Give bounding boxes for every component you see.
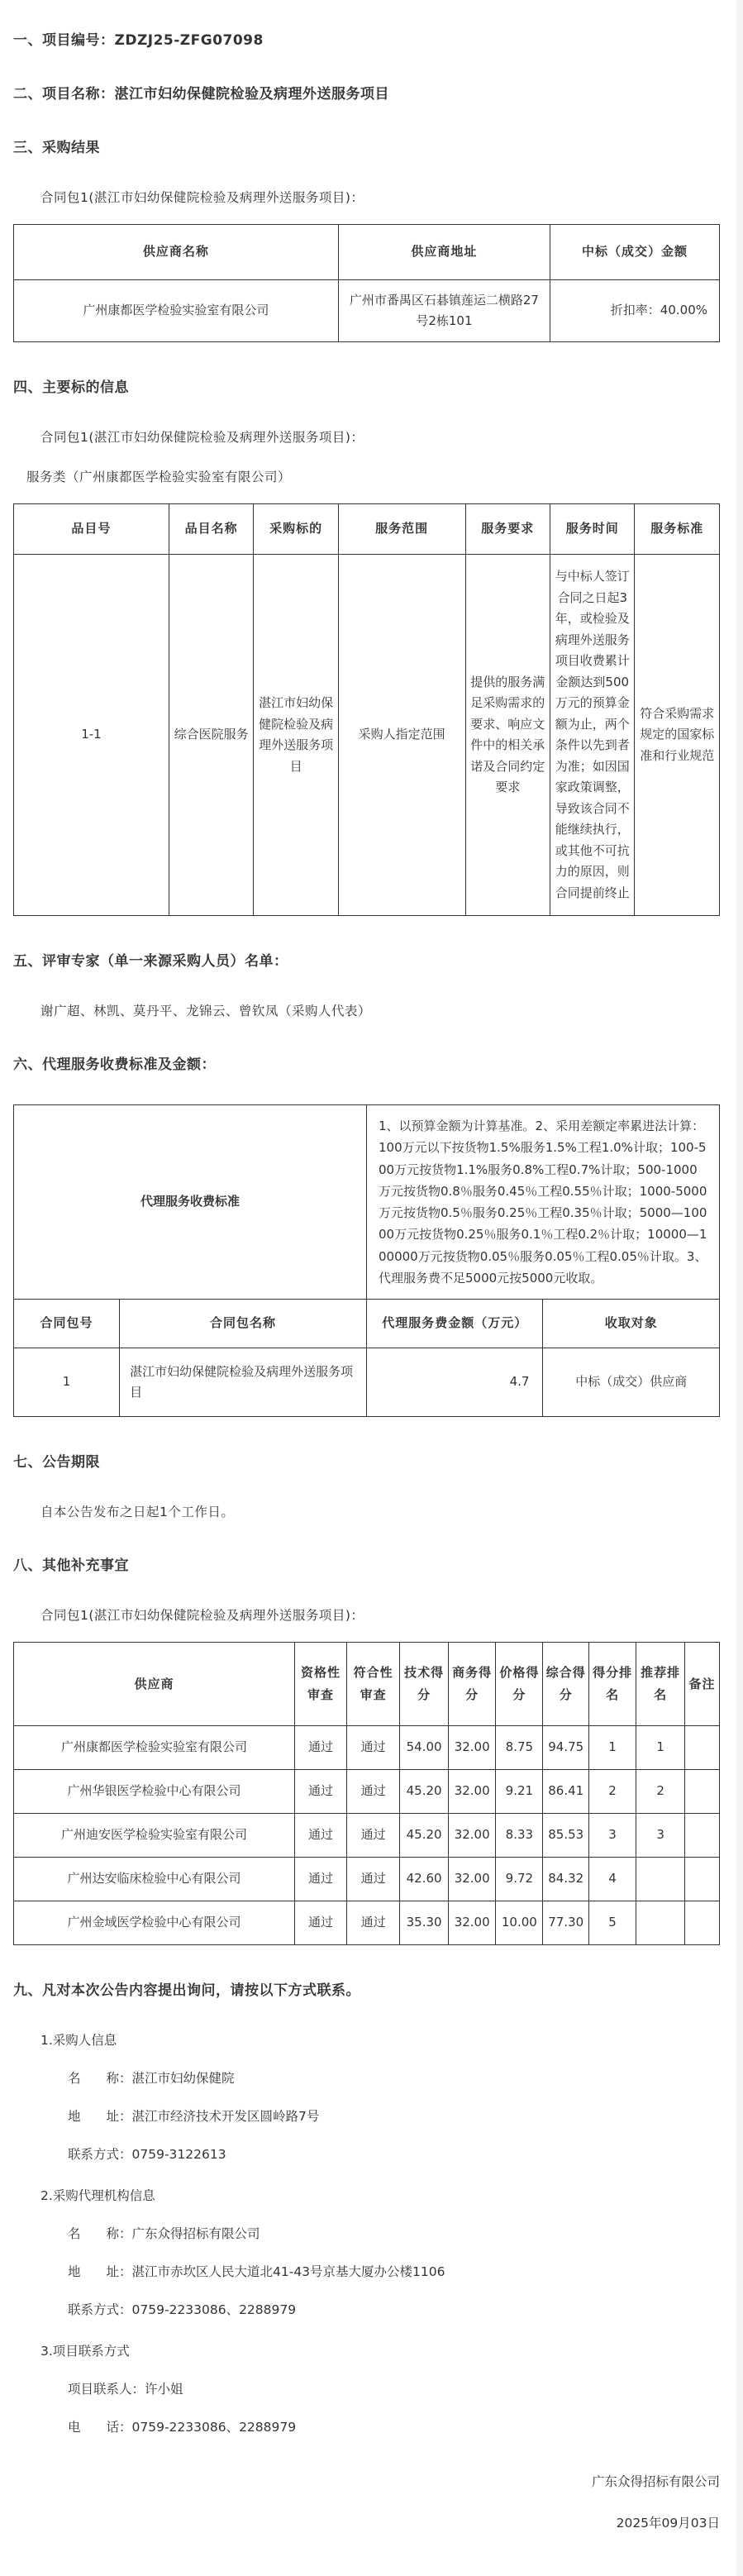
- award-amount-cell: 折扣率：40.00%: [550, 280, 720, 342]
- recommend-rank-cell: 3: [636, 1814, 685, 1858]
- project-contact-phone: 电 话：0759-2233086、2288979: [68, 2420, 297, 2435]
- fee-payer-cell: 中标（成交）供应商: [543, 1348, 720, 1417]
- result-table: [13, 224, 720, 342]
- signature-date: 2025年09月03日: [616, 2516, 720, 2531]
- score-rank-cell: 5: [588, 1901, 636, 1945]
- supplementary-package-line: 合同包1(湛江市妇幼保健院检验及病理外送服务项目)：: [40, 1608, 364, 1623]
- package-no-cell: 1: [14, 1348, 120, 1417]
- project-name-label: 二、项目名称：: [13, 86, 115, 103]
- technical-score-cell: 35.30: [400, 1901, 449, 1945]
- supplier-cell: 广州迪安医学检验实验室有限公司: [14, 1814, 295, 1858]
- remark-cell: [685, 1770, 720, 1814]
- table-header-row: [14, 225, 720, 280]
- agency-address: 地 址：湛江市赤坎区人民大道北41-43号京基大厦办公楼1106: [68, 2264, 445, 2279]
- col-recommend-rank: 推荐排名: [636, 1643, 685, 1726]
- table-row: [14, 1858, 720, 1901]
- col-score-rank: 得分排名: [588, 1643, 636, 1726]
- supplier-cell: 广州康都医学检验实验室有限公司: [14, 1726, 295, 1770]
- purchaser-address: 地 址：湛江市经济技术开发区圆岭路7号: [68, 2109, 320, 2124]
- supplier-cell: 广州达安临床检验中心有限公司: [14, 1858, 295, 1901]
- col-commercial-score: 商务得分: [449, 1643, 496, 1726]
- supplier-name-cell: 广州康都医学检验实验室有限公司: [14, 280, 339, 342]
- table-row: [14, 1814, 720, 1858]
- fee-standard-text-cell: 1、以预算金额为计算基准。2、采用差额定率累进法计算：100万元以下按货物1.5%服务1.5%工程1.0%计取；100-500万元按货物1.1%服务0.8%工程0.7%计取；500-1000万元按货物0.8％服务0.45％工程0.55％计取；1000-5000万元按货物0.5％服务0.25％工程0.35％计取；5000—10000万元按货物0.25％服务0.1％工程0.2％计取；10000—100000万元按货物0.05％服务0.05％工程0.05％计取。3、代理服务费不足5000元按5000元收取。: [366, 1105, 719, 1300]
- item-name-cell: 综合医院服务: [169, 555, 253, 916]
- remark-cell: [685, 1901, 720, 1945]
- technical-score-cell: 42.60: [400, 1858, 449, 1901]
- section-experts-heading: 五、评审专家（单一来源采购人员）名单：: [13, 953, 288, 970]
- package-name-cell: 湛江市妇幼保健院检验及病理外送服务项目: [120, 1348, 367, 1417]
- col-award-amount: 中标（成交）金额: [550, 225, 720, 280]
- score-table: [13, 1642, 720, 1945]
- conformity-cell: 通过: [347, 1858, 400, 1901]
- conformity-cell: 通过: [347, 1726, 400, 1770]
- procurement-subject-cell: 湛江市妇幼保健院检验及病理外送服务项目: [254, 555, 338, 916]
- service-scope-cell: 采购人指定范围: [338, 555, 465, 916]
- agency-name: 名 称：广东众得招标有限公司: [68, 2226, 260, 2241]
- commercial-score-cell: 32.00: [449, 1814, 496, 1858]
- conformity-cell: 通过: [347, 1901, 400, 1945]
- total-score-cell: 85.53: [543, 1814, 589, 1858]
- col-fee-payer: 收取对象: [543, 1300, 720, 1348]
- remark-cell: [685, 1814, 720, 1858]
- section-announcement-period-heading: 七、公告期限: [13, 1454, 100, 1471]
- table-row: [14, 1770, 720, 1814]
- recommend-rank-cell: [636, 1901, 685, 1945]
- result-package-line: 合同包1(湛江市妇幼保健院检验及病理外送服务项目)：: [40, 190, 364, 205]
- service-standard-cell: 符合采购需求规定的国家标准和行业规范: [635, 555, 720, 916]
- signature-company: 广东众得招标有限公司: [591, 2474, 720, 2489]
- agency-contact: 联系方式：0759-2233086、2288979: [68, 2302, 297, 2317]
- project-contact-person: 项目联系人：许小姐: [68, 2382, 183, 2397]
- scrollbar-track: [736, 0, 743, 2576]
- experts-list: 谢广超、林凯、莫丹平、龙锦云、曾钦凤（采购人代表）: [40, 1004, 372, 1018]
- purchaser-contact: 联系方式：0759-3122613: [68, 2147, 226, 2162]
- qualification-cell: 通过: [294, 1814, 346, 1858]
- recommend-rank-cell: 1: [636, 1726, 685, 1770]
- recommend-rank-cell: [636, 1858, 685, 1901]
- project-contact-title: 3.项目联系方式: [40, 2344, 130, 2359]
- remark-cell: [685, 1726, 720, 1770]
- table-header-row: [14, 1300, 720, 1348]
- col-service-scope: 服务范围: [338, 504, 465, 555]
- conformity-cell: 通过: [347, 1814, 400, 1858]
- purchaser-info-title: 1.采购人信息: [40, 2033, 117, 2048]
- col-qualification-review: 资格性审查: [294, 1643, 346, 1726]
- col-price-score: 价格得分: [496, 1643, 543, 1726]
- commercial-score-cell: 32.00: [449, 1726, 496, 1770]
- supplier-cell: 广州华银医学检验中心有限公司: [14, 1770, 295, 1814]
- conformity-cell: 通过: [347, 1770, 400, 1814]
- section-procurement-result-heading: 三、采购结果: [13, 140, 100, 156]
- score-rank-cell: 3: [588, 1814, 636, 1858]
- total-score-cell: 86.41: [543, 1770, 589, 1814]
- fee-standard-row: [14, 1105, 720, 1300]
- table-row: [14, 280, 720, 342]
- col-supplier: 供应商: [14, 1643, 295, 1726]
- col-service-requirement: 服务要求: [465, 504, 550, 555]
- project-number-value: ZDZJ25-ZFG07098: [114, 32, 264, 49]
- total-score-cell: 77.30: [543, 1901, 589, 1945]
- col-item-no: 品目号: [14, 504, 169, 555]
- col-package-name: 合同包名称: [120, 1300, 367, 1348]
- col-supplier-address: 供应商地址: [338, 225, 550, 280]
- section-project-name: [13, 82, 720, 103]
- table-row: [14, 1348, 720, 1417]
- table-row: [14, 1901, 720, 1945]
- total-score-cell: 84.32: [543, 1858, 589, 1901]
- remark-cell: [685, 1858, 720, 1901]
- score-rank-cell: 4: [588, 1858, 636, 1901]
- commercial-score-cell: 32.00: [449, 1858, 496, 1901]
- subject-category-line: 服务类（广州康都医学检验实验室有限公司）: [26, 470, 292, 484]
- section-project-number: [13, 28, 720, 49]
- col-technical-score: 技术得分: [400, 1643, 449, 1726]
- section-subject-info-heading: 四、主要标的信息: [13, 379, 129, 396]
- col-service-standard: 服务标准: [635, 504, 720, 555]
- section-agency-fee-heading: 六、代理服务收费标准及金额：: [13, 1057, 216, 1073]
- technical-score-cell: 45.20: [400, 1770, 449, 1814]
- project-number-label: 一、项目编号：: [13, 32, 115, 49]
- total-score-cell: 94.75: [543, 1726, 589, 1770]
- table-header-row: [14, 1643, 720, 1726]
- commercial-score-cell: 32.00: [449, 1770, 496, 1814]
- col-service-time: 服务时间: [550, 504, 635, 555]
- service-time-cell: 与中标人签订合同之日起3年，或检验及病理外送服务项目收费累计金额达到500万元的预算金额为止，两个条件以先到者为准；如因国家政策调整，导致该合同不能继续执行，或其他不可抗力的原因，则合同提前终止: [550, 555, 635, 916]
- section-contact-heading: 九、凡对本次公告内容提出询问，请按以下方式联系。: [13, 1982, 360, 1999]
- price-score-cell: 10.00: [496, 1901, 543, 1945]
- qualification-cell: 通过: [294, 1901, 346, 1945]
- col-remark: 备注: [685, 1643, 720, 1726]
- score-rank-cell: 2: [588, 1770, 636, 1814]
- purchaser-name: 名 称：湛江市妇幼保健院: [68, 2071, 235, 2086]
- technical-score-cell: 45.20: [400, 1814, 449, 1858]
- qualification-cell: 通过: [294, 1770, 346, 1814]
- announcement-period-body: 自本公告发布之日起1个工作日。: [40, 1505, 235, 1519]
- table-row: [14, 1726, 720, 1770]
- subject-table: [13, 503, 720, 916]
- fee-standard-label-cell: 代理服务收费标准: [14, 1105, 367, 1300]
- col-procurement-subject: 采购标的: [254, 504, 338, 555]
- qualification-cell: 通过: [294, 1726, 346, 1770]
- technical-score-cell: 54.00: [400, 1726, 449, 1770]
- service-requirement-cell: 提供的服务满足采购需求的要求、响应文件中的相关承诺及合同约定要求: [465, 555, 550, 916]
- signature-block: [13, 2472, 720, 2531]
- price-score-cell: 9.72: [496, 1858, 543, 1901]
- qualification-cell: 通过: [294, 1858, 346, 1901]
- supplier-address-cell: 广州市番禺区石碁镇莲运二横路27号2栋101: [338, 280, 550, 342]
- col-package-no: 合同包号: [14, 1300, 120, 1348]
- price-score-cell: 8.75: [496, 1726, 543, 1770]
- recommend-rank-cell: 2: [636, 1770, 685, 1814]
- price-score-cell: 9.21: [496, 1770, 543, 1814]
- section-supplementary-heading: 八、其他补充事宜: [13, 1558, 129, 1574]
- col-total-score: 综合得分: [543, 1643, 589, 1726]
- item-no-cell: 1-1: [14, 555, 169, 916]
- agency-fee-table: [13, 1104, 720, 1417]
- col-item-name: 品目名称: [169, 504, 253, 555]
- project-name-value: 湛江市妇幼保健院检验及病理外送服务项目: [114, 86, 389, 103]
- score-rank-cell: 1: [588, 1726, 636, 1770]
- fee-amount-cell: 4.7: [366, 1348, 543, 1417]
- price-score-cell: 8.33: [496, 1814, 543, 1858]
- agency-info-title: 2.采购代理机构信息: [40, 2188, 155, 2203]
- table-header-row: [14, 504, 720, 555]
- col-supplier-name: 供应商名称: [14, 225, 339, 280]
- col-fee-amount: 代理服务费金额（万元）: [366, 1300, 543, 1348]
- subject-package-line: 合同包1(湛江市妇幼保健院检验及病理外送服务项目)：: [40, 430, 364, 445]
- col-conformity-review: 符合性审查: [347, 1643, 400, 1726]
- supplier-cell: 广州金域医学检验中心有限公司: [14, 1901, 295, 1945]
- commercial-score-cell: 32.00: [449, 1901, 496, 1945]
- table-row: [14, 555, 720, 916]
